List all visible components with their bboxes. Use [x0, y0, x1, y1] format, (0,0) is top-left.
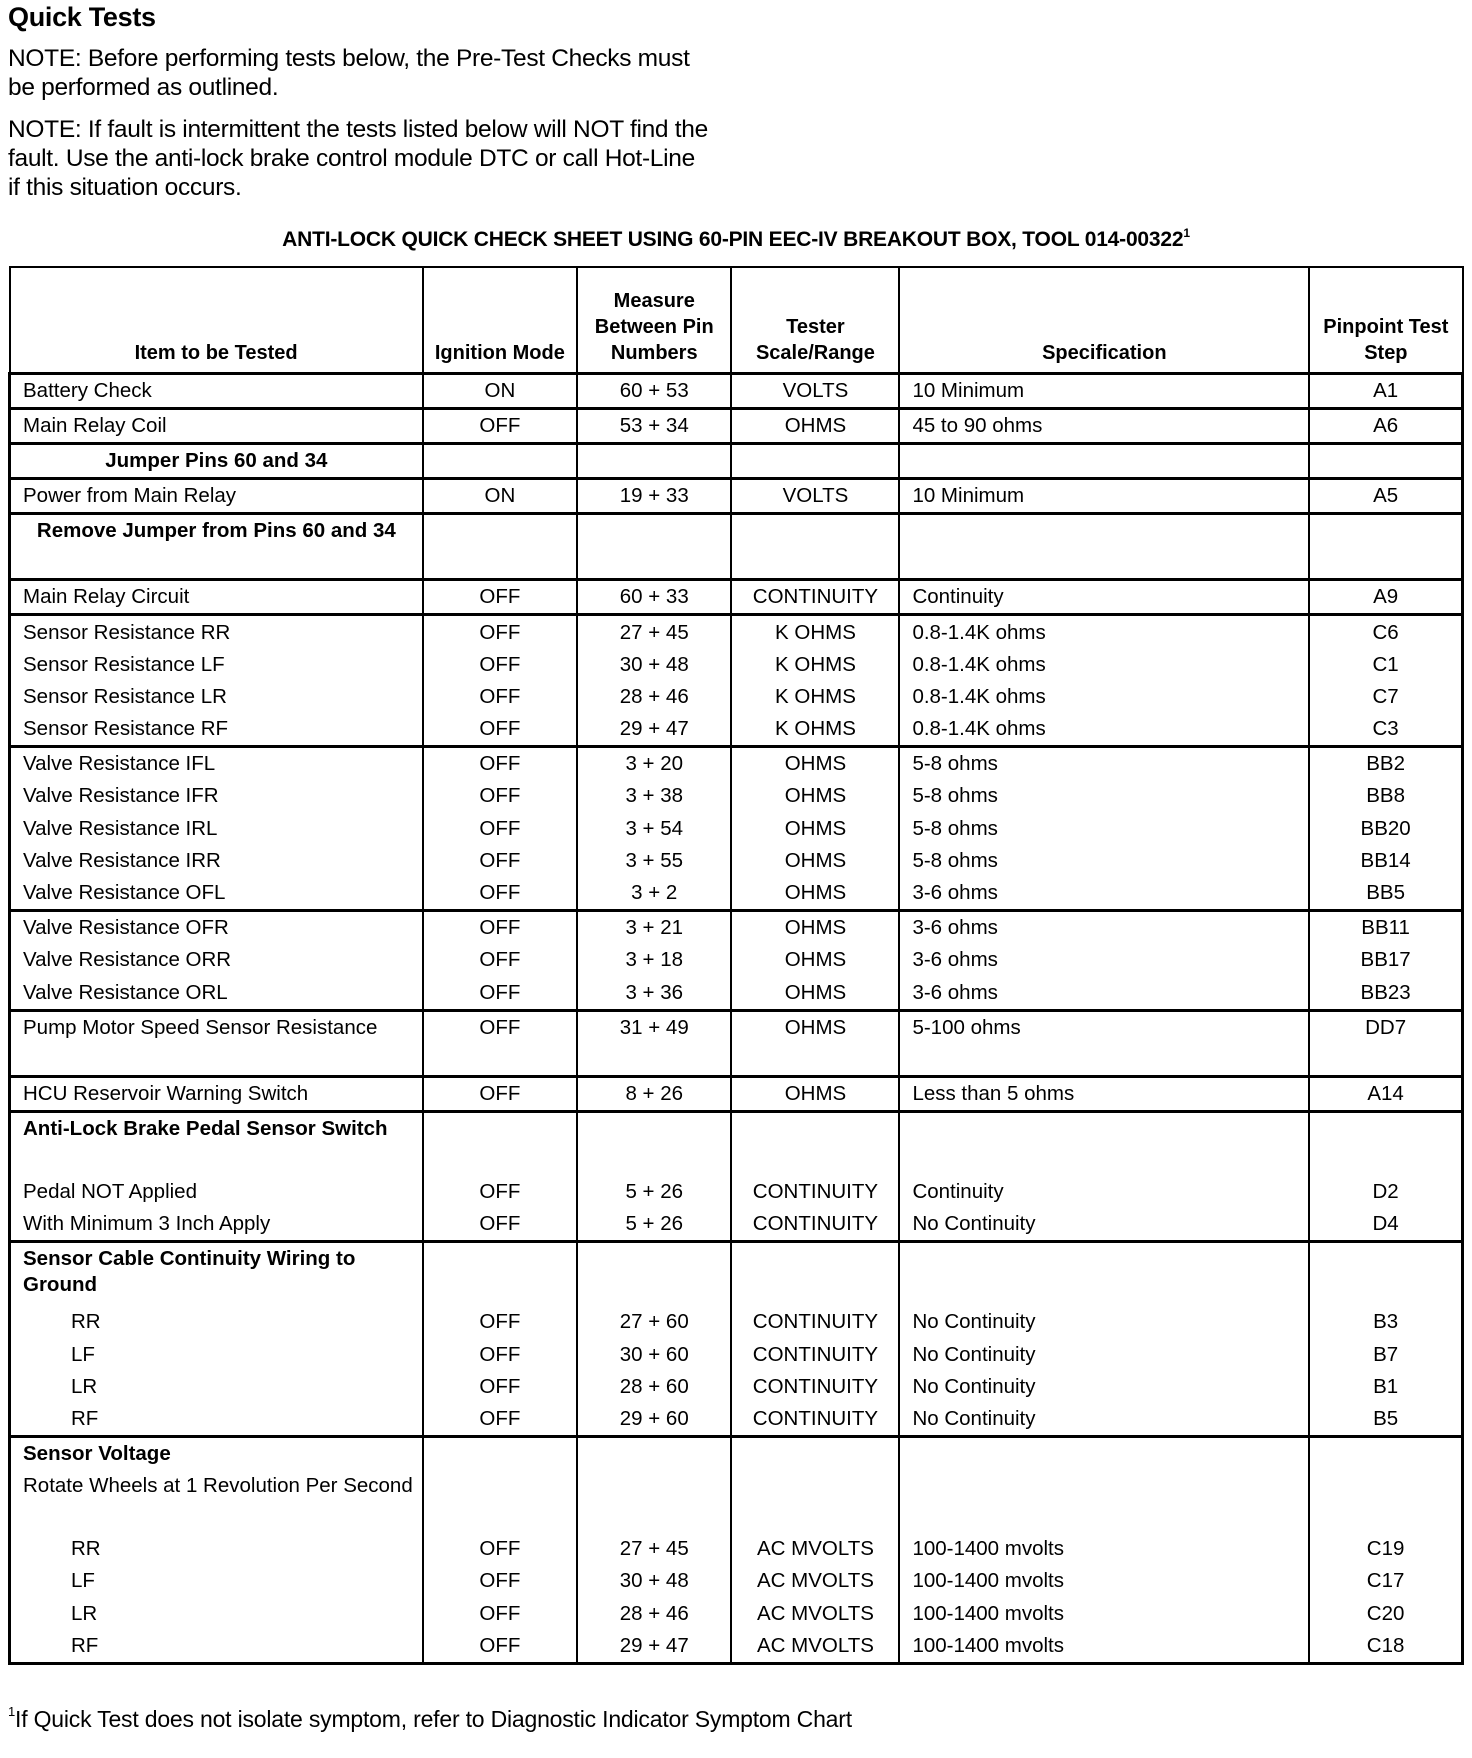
ignition-mode-cell	[423, 1242, 577, 1307]
pin-numbers-cell: 3 + 38	[577, 780, 731, 812]
table-row	[10, 615, 1463, 649]
column-header-pin-numbers: Measure Between Pin Numbers	[577, 267, 731, 373]
pinpoint-step-cell: C20	[1309, 1598, 1462, 1630]
pinpoint-step-cell: B5	[1309, 1403, 1462, 1437]
item-cell: Power from Main Relay	[10, 479, 423, 514]
pinpoint-step-cell: A9	[1309, 580, 1462, 615]
pinpoint-step-cell: C17	[1309, 1565, 1462, 1597]
specification-cell: 5-8 ohms	[899, 780, 1309, 812]
pinpoint-step-cell: BB2	[1309, 747, 1462, 781]
pin-numbers-cell: 29 + 60	[577, 1403, 731, 1437]
specification-cell	[899, 1242, 1309, 1307]
pre-test-note: NOTE: Before performing tests below, the Pre-Test Checks must be performed as outlined.	[8, 45, 690, 101]
pin-numbers-cell	[577, 1470, 731, 1533]
item-cell: LF	[10, 1565, 423, 1597]
item-cell: RF	[10, 1403, 423, 1437]
ignition-mode-cell: OFF	[423, 1598, 577, 1630]
ignition-mode-cell: OFF	[423, 1338, 577, 1370]
tester-scale-cell: AC MVOLTS	[731, 1630, 899, 1664]
tester-scale-cell: OHMS	[731, 747, 899, 781]
tester-scale-cell: OHMS	[731, 944, 899, 976]
tester-scale-cell: VOLTS	[731, 479, 899, 514]
specification-cell: 100-1400 mvolts	[899, 1630, 1309, 1664]
item-cell: Jumper Pins 60 and 34	[10, 443, 423, 478]
tester-scale-cell	[731, 1470, 899, 1533]
ignition-mode-cell: OFF	[423, 1306, 577, 1338]
item-cell: RR	[10, 1306, 423, 1338]
tester-scale-cell: CONTINUITY	[731, 580, 899, 615]
row-group	[10, 747, 1463, 911]
pin-numbers-cell: 31 + 49	[577, 1010, 731, 1076]
tester-scale-cell: OHMS	[731, 845, 899, 877]
ignition-mode-cell: OFF	[423, 615, 577, 649]
specification-cell: 45 to 90 ohms	[899, 408, 1309, 443]
pin-numbers-cell: 3 + 36	[577, 977, 731, 1011]
tester-scale-cell: CONTINUITY	[731, 1403, 899, 1437]
document-page	[8, 0, 1464, 1758]
pinpoint-step-cell: DD7	[1309, 1010, 1462, 1076]
pinpoint-step-cell: B7	[1309, 1338, 1462, 1370]
ignition-mode-cell: OFF	[423, 681, 577, 713]
row-group	[10, 373, 1463, 408]
page-title: Quick Tests	[8, 2, 156, 32]
item-cell: Valve Resistance ORL	[10, 977, 423, 1011]
pinpoint-step-cell: C7	[1309, 681, 1462, 713]
table-row	[10, 1403, 1463, 1437]
ignition-mode-cell: OFF	[423, 649, 577, 681]
sheet-title	[8, 228, 1464, 252]
item-cell: Valve Resistance IRR	[10, 845, 423, 877]
ignition-mode-cell: OFF	[423, 1630, 577, 1664]
row-group	[10, 580, 1463, 615]
tester-scale-cell	[731, 443, 899, 478]
tester-scale-cell: CONTINUITY	[731, 1176, 899, 1208]
tester-scale-cell	[731, 1242, 899, 1307]
footnote-marker: 1	[1183, 226, 1190, 240]
ignition-mode-cell: OFF	[423, 408, 577, 443]
column-header-ignition-mode: Ignition Mode	[423, 267, 577, 373]
item-cell: Sensor Resistance LF	[10, 649, 423, 681]
specification-cell: 5-8 ohms	[899, 845, 1309, 877]
item-cell: Valve Resistance OFR	[10, 911, 423, 945]
specification-cell: No Continuity	[899, 1403, 1309, 1437]
tester-scale-cell: AC MVOLTS	[731, 1598, 899, 1630]
tester-scale-cell: OHMS	[731, 977, 899, 1011]
pin-numbers-cell: 53 + 34	[577, 408, 731, 443]
tester-scale-cell: OHMS	[731, 780, 899, 812]
tester-scale-cell: OHMS	[731, 1076, 899, 1111]
specification-cell: 3-6 ohms	[899, 944, 1309, 976]
table-row	[10, 1598, 1463, 1630]
item-cell: LR	[10, 1598, 423, 1630]
pin-numbers-cell: 60 + 33	[577, 580, 731, 615]
table-row	[10, 1371, 1463, 1403]
table-row	[10, 649, 1463, 681]
pinpoint-step-cell: D2	[1309, 1176, 1462, 1208]
table-row	[10, 443, 1463, 478]
item-cell: Valve Resistance IRL	[10, 813, 423, 845]
ignition-mode-cell	[423, 443, 577, 478]
item-cell: Main Relay Coil	[10, 408, 423, 443]
pin-numbers-cell: 19 + 33	[577, 479, 731, 514]
tester-scale-cell: K OHMS	[731, 615, 899, 649]
pin-numbers-cell: 5 + 26	[577, 1176, 731, 1208]
ignition-mode-cell: OFF	[423, 580, 577, 615]
ignition-mode-cell: ON	[423, 479, 577, 514]
pinpoint-step-cell	[1309, 443, 1462, 478]
table-row	[10, 747, 1463, 781]
pinpoint-step-cell: C6	[1309, 615, 1462, 649]
tester-scale-cell: OHMS	[731, 911, 899, 945]
item-cell: LR	[10, 1371, 423, 1403]
specification-cell: 5-100 ohms	[899, 1010, 1309, 1076]
pinpoint-step-cell: BB11	[1309, 911, 1462, 945]
pin-numbers-cell: 27 + 60	[577, 1306, 731, 1338]
tester-scale-cell: K OHMS	[731, 713, 899, 747]
pinpoint-step-cell: C18	[1309, 1630, 1462, 1664]
specification-cell: 100-1400 mvolts	[899, 1598, 1309, 1630]
pinpoint-step-cell: BB23	[1309, 977, 1462, 1011]
pinpoint-step-cell	[1309, 1111, 1462, 1176]
footnote-text: If Quick Test does not isolate symptom, refer to Diagnostic Indicator Symptom Chart	[15, 1706, 852, 1732]
item-cell: Main Relay Circuit	[10, 580, 423, 615]
ignition-mode-cell: OFF	[423, 944, 577, 976]
sheet-title-text: ANTI-LOCK QUICK CHECK SHEET USING 60-PIN EEC-IV BREAKOUT BOX, TOOL 014-00322	[282, 228, 1184, 251]
item-cell: Pump Motor Speed Sensor Resistance	[10, 1010, 423, 1076]
pinpoint-step-cell: C3	[1309, 713, 1462, 747]
pin-numbers-cell	[577, 1437, 731, 1471]
ignition-mode-cell: OFF	[423, 1533, 577, 1565]
ignition-mode-cell: OFF	[423, 977, 577, 1011]
item-cell: RR	[10, 1533, 423, 1565]
specification-cell: 5-8 ohms	[899, 813, 1309, 845]
column-header-specification: Specification	[899, 267, 1309, 373]
tester-scale-cell: AC MVOLTS	[731, 1565, 899, 1597]
table-row	[10, 780, 1463, 812]
ignition-mode-cell: OFF	[423, 747, 577, 781]
tester-scale-cell	[731, 1437, 899, 1471]
pinpoint-step-cell: BB17	[1309, 944, 1462, 976]
ignition-mode-cell	[423, 1470, 577, 1533]
pin-numbers-cell: 3 + 21	[577, 911, 731, 945]
ignition-mode-cell: OFF	[423, 1176, 577, 1208]
pin-numbers-cell: 30 + 48	[577, 1565, 731, 1597]
pinpoint-step-cell: A14	[1309, 1076, 1462, 1111]
pinpoint-step-cell: C19	[1309, 1533, 1462, 1565]
table-row	[10, 911, 1463, 945]
row-group	[10, 443, 1463, 478]
item-cell: Rotate Wheels at 1 Revolution Per Second	[10, 1470, 423, 1533]
tester-scale-cell	[731, 1111, 899, 1176]
ignition-mode-cell: OFF	[423, 780, 577, 812]
ignition-mode-cell	[423, 1111, 577, 1176]
table-row	[10, 1208, 1463, 1242]
table-row	[10, 408, 1463, 443]
tester-scale-cell: K OHMS	[731, 649, 899, 681]
specification-cell	[899, 1470, 1309, 1533]
table-row	[10, 1470, 1463, 1533]
pinpoint-step-cell	[1309, 1470, 1462, 1533]
specification-cell: 0.8-1.4K ohms	[899, 615, 1309, 649]
specification-cell: No Continuity	[899, 1371, 1309, 1403]
item-cell: RF	[10, 1630, 423, 1664]
table-row	[10, 1565, 1463, 1597]
specification-cell: 100-1400 mvolts	[899, 1565, 1309, 1597]
specification-cell: 3-6 ohms	[899, 977, 1309, 1011]
tester-scale-cell: K OHMS	[731, 681, 899, 713]
table-row	[10, 1111, 1463, 1176]
pinpoint-step-cell	[1309, 514, 1462, 580]
row-group	[10, 1010, 1463, 1076]
footnote	[8, 1706, 852, 1733]
pinpoint-step-cell: BB20	[1309, 813, 1462, 845]
pin-numbers-cell: 3 + 18	[577, 944, 731, 976]
table-row	[10, 713, 1463, 747]
item-cell: HCU Reservoir Warning Switch	[10, 1076, 423, 1111]
row-group	[10, 911, 1463, 1011]
specification-cell	[899, 514, 1309, 580]
item-cell: Sensor Cable Continuity Wiring to Ground	[10, 1242, 423, 1307]
specification-cell	[899, 1437, 1309, 1471]
pin-numbers-cell: 27 + 45	[577, 615, 731, 649]
specification-cell: Continuity	[899, 580, 1309, 615]
pin-numbers-cell: 30 + 60	[577, 1338, 731, 1370]
item-cell: LF	[10, 1338, 423, 1370]
specification-cell: No Continuity	[899, 1338, 1309, 1370]
row-group	[10, 1111, 1463, 1241]
pin-numbers-cell: 28 + 46	[577, 681, 731, 713]
table-row	[10, 1076, 1463, 1111]
table-row	[10, 1437, 1463, 1471]
quick-check-table	[8, 266, 1464, 1665]
row-group	[10, 1076, 1463, 1111]
item-cell: Valve Resistance ORR	[10, 944, 423, 976]
ignition-mode-cell: OFF	[423, 1010, 577, 1076]
table-row	[10, 1242, 1463, 1307]
footnote-number: 1	[8, 1704, 16, 1719]
pinpoint-step-cell: A5	[1309, 479, 1462, 514]
tester-scale-cell: OHMS	[731, 1010, 899, 1076]
pinpoint-step-cell: D4	[1309, 1208, 1462, 1242]
pin-numbers-cell: 3 + 54	[577, 813, 731, 845]
table-row	[10, 977, 1463, 1011]
pinpoint-step-cell: B1	[1309, 1371, 1462, 1403]
pin-numbers-cell: 3 + 2	[577, 877, 731, 911]
item-cell: Sensor Resistance LR	[10, 681, 423, 713]
table-row	[10, 1306, 1463, 1338]
specification-cell	[899, 1111, 1309, 1176]
pinpoint-step-cell: A1	[1309, 373, 1462, 408]
specification-cell: 3-6 ohms	[899, 911, 1309, 945]
tester-scale-cell: OHMS	[731, 877, 899, 911]
item-cell: Sensor Voltage	[10, 1437, 423, 1471]
table-row	[10, 1338, 1463, 1370]
pin-numbers-cell: 27 + 45	[577, 1533, 731, 1565]
specification-cell: Less than 5 ohms	[899, 1076, 1309, 1111]
tester-scale-cell: OHMS	[731, 408, 899, 443]
tester-scale-cell: CONTINUITY	[731, 1338, 899, 1370]
ignition-mode-cell: OFF	[423, 813, 577, 845]
item-cell: Sensor Resistance RR	[10, 615, 423, 649]
pin-numbers-cell: 28 + 46	[577, 1598, 731, 1630]
pin-numbers-cell: 29 + 47	[577, 713, 731, 747]
row-group	[10, 408, 1463, 443]
row-group	[10, 479, 1463, 514]
pinpoint-step-cell	[1309, 1437, 1462, 1471]
pin-numbers-cell: 5 + 26	[577, 1208, 731, 1242]
ignition-mode-cell: ON	[423, 373, 577, 408]
row-group	[10, 514, 1463, 580]
pinpoint-step-cell: BB5	[1309, 877, 1462, 911]
row-group	[10, 1242, 1463, 1437]
item-cell: Pedal NOT Applied	[10, 1176, 423, 1208]
pin-numbers-cell: 30 + 48	[577, 649, 731, 681]
pinpoint-step-cell: BB14	[1309, 845, 1462, 877]
table-row	[10, 373, 1463, 408]
item-cell: Anti-Lock Brake Pedal Sensor Switch	[10, 1111, 423, 1176]
pin-numbers-cell	[577, 443, 731, 478]
specification-cell: Continuity	[899, 1176, 1309, 1208]
pin-numbers-cell	[577, 1111, 731, 1176]
pin-numbers-cell	[577, 514, 731, 580]
ignition-mode-cell: OFF	[423, 877, 577, 911]
specification-cell: 0.8-1.4K ohms	[899, 681, 1309, 713]
ignition-mode-cell: OFF	[423, 1403, 577, 1437]
tester-scale-cell: AC MVOLTS	[731, 1533, 899, 1565]
tester-scale-cell	[731, 514, 899, 580]
table-row	[10, 1010, 1463, 1076]
table-row	[10, 681, 1463, 713]
item-cell: Remove Jumper from Pins 60 and 34	[10, 514, 423, 580]
pinpoint-step-cell	[1309, 1242, 1462, 1307]
table-row	[10, 845, 1463, 877]
pin-numbers-cell	[577, 1242, 731, 1307]
table-row	[10, 580, 1463, 615]
table-row	[10, 877, 1463, 911]
pin-numbers-cell: 3 + 20	[577, 747, 731, 781]
ignition-mode-cell: OFF	[423, 1076, 577, 1111]
item-cell: With Minimum 3 Inch Apply	[10, 1208, 423, 1242]
pin-numbers-cell: 8 + 26	[577, 1076, 731, 1111]
specification-cell: 0.8-1.4K ohms	[899, 649, 1309, 681]
specification-cell: 0.8-1.4K ohms	[899, 713, 1309, 747]
table-row	[10, 479, 1463, 514]
pinpoint-step-cell: A6	[1309, 408, 1462, 443]
item-cell: Valve Resistance OFL	[10, 877, 423, 911]
ignition-mode-cell	[423, 514, 577, 580]
table-row	[10, 813, 1463, 845]
table-row	[10, 944, 1463, 976]
item-cell: Valve Resistance IFR	[10, 780, 423, 812]
table-row	[10, 1176, 1463, 1208]
tester-scale-cell: OHMS	[731, 813, 899, 845]
tester-scale-cell: CONTINUITY	[731, 1371, 899, 1403]
table-row	[10, 1630, 1463, 1664]
pinpoint-step-cell: C1	[1309, 649, 1462, 681]
pin-numbers-cell: 28 + 60	[577, 1371, 731, 1403]
ignition-mode-cell: OFF	[423, 1565, 577, 1597]
tester-scale-cell: VOLTS	[731, 373, 899, 408]
specification-cell: 100-1400 mvolts	[899, 1533, 1309, 1565]
specification-cell: 10 Minimum	[899, 479, 1309, 514]
ignition-mode-cell: OFF	[423, 1208, 577, 1242]
intermittent-fault-note: NOTE: If fault is intermittent the tests listed below will NOT find the fault. Use the anti-lock brake control module DTC or call Hot-Line if this situation occurs.	[8, 116, 708, 201]
ignition-mode-cell: OFF	[423, 911, 577, 945]
item-cell: Sensor Resistance RF	[10, 713, 423, 747]
column-header-item: Item to be Tested	[10, 267, 423, 373]
pin-numbers-cell: 29 + 47	[577, 1630, 731, 1664]
ignition-mode-cell: OFF	[423, 713, 577, 747]
ignition-mode-cell: OFF	[423, 845, 577, 877]
column-header-tester-scale: Tester Scale/Range	[731, 267, 899, 373]
item-cell: Battery Check	[10, 373, 423, 408]
specification-cell: 5-8 ohms	[899, 747, 1309, 781]
column-header-pinpoint-step: Pinpoint Test Step	[1309, 267, 1462, 373]
row-group	[10, 615, 1463, 747]
tester-scale-cell: CONTINUITY	[731, 1208, 899, 1242]
specification-cell: 3-6 ohms	[899, 877, 1309, 911]
item-cell: Valve Resistance IFL	[10, 747, 423, 781]
tester-scale-cell: CONTINUITY	[731, 1306, 899, 1338]
pinpoint-step-cell: BB8	[1309, 780, 1462, 812]
ignition-mode-cell: OFF	[423, 1371, 577, 1403]
row-group	[10, 1437, 1463, 1664]
pin-numbers-cell: 3 + 55	[577, 845, 731, 877]
specification-cell: No Continuity	[899, 1306, 1309, 1338]
pinpoint-step-cell: B3	[1309, 1306, 1462, 1338]
specification-cell: No Continuity	[899, 1208, 1309, 1242]
table-row	[10, 514, 1463, 580]
specification-cell: 10 Minimum	[899, 373, 1309, 408]
ignition-mode-cell	[423, 1437, 577, 1471]
table-row	[10, 1533, 1463, 1565]
specification-cell	[899, 443, 1309, 478]
pin-numbers-cell: 60 + 53	[577, 373, 731, 408]
